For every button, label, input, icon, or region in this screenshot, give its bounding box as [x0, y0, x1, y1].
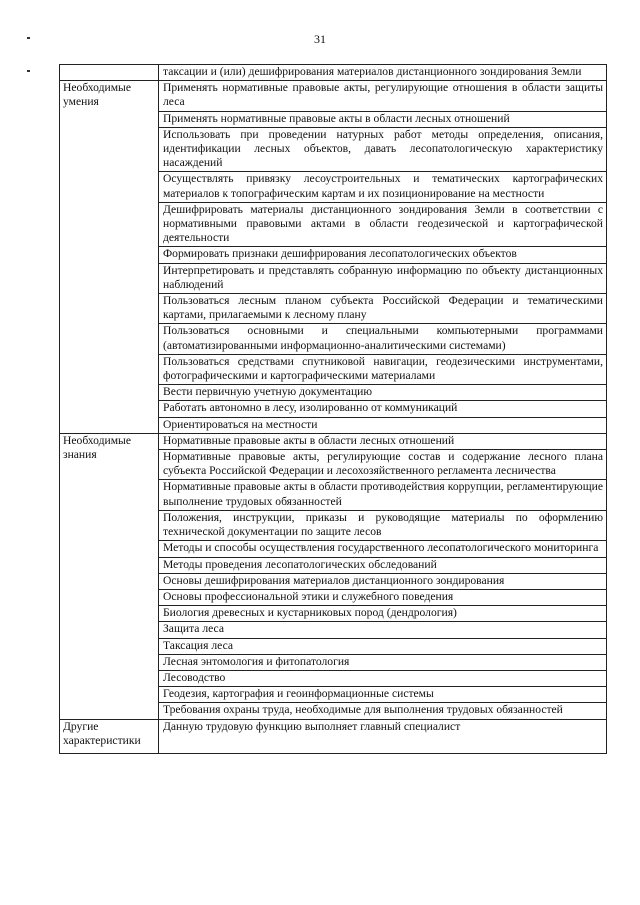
requirement-item: Пользоваться средствами спутниковой навигации, геодезическими инструментами, фотографическими и картографическими материалами	[159, 354, 607, 384]
requirement-item: Нормативные правовые акты, регулирующие состав и содержание лесного плана субъекта Российской Федерации и лесохозяйственного регламента лесничества	[159, 450, 607, 480]
requirement-item: Ориентироваться на местности	[159, 417, 607, 433]
table-row	[60, 433, 607, 449]
requirement-item: Основы дешифрирования материалов дистанционного зондирования	[159, 573, 607, 589]
table-row	[60, 719, 607, 753]
requirement-item: Дешифрировать материалы дистанционного зондирования Земли в соответствии с нормативными правовыми актами в области геодезической и картографической деятельности	[159, 202, 607, 247]
section-label: Необходимые знания	[60, 433, 159, 719]
table-row	[60, 81, 607, 111]
requirement-item: Таксация леса	[159, 638, 607, 654]
requirement-item: Геодезия, картография и геоинформационные системы	[159, 687, 607, 703]
requirement-item: Лесоводство	[159, 670, 607, 686]
table-row	[60, 65, 607, 81]
requirement-item: Использовать при проведении натурных работ методы определения, описания, идентификации лесных объектов, давать лесопатологическую характеристику насаждений	[159, 127, 607, 172]
requirement-item: Применять нормативные правовые акты, регулирующие отношения в области защиты леса	[159, 81, 607, 111]
requirement-item: Защита леса	[159, 622, 607, 638]
requirement-item: Интерпретировать и представлять собранную информацию по объекту дистанционных наблюдений	[159, 263, 607, 293]
requirement-item: Пользоваться лесным планом субъекта Российской Федерации и тематическими картами, прилагаемыми к лесному плану	[159, 294, 607, 324]
requirement-item: Биология древесных и кустарниковых пород (дендрология)	[159, 606, 607, 622]
requirement-item: Применять нормативные правовые акты в области лесных отношений	[159, 111, 607, 127]
requirement-item: Основы профессиональной этики и служебного поведения	[159, 589, 607, 605]
requirement-item: Пользоваться основными и специальными компьютерными программами (автоматизированными информационно-аналитическими системами)	[159, 324, 607, 354]
requirement-item: Вести первичную учетную документацию	[159, 385, 607, 401]
requirement-item: Нормативные правовые акты в области лесных отношений	[159, 433, 607, 449]
scan-speck	[27, 37, 30, 39]
labor-function-table	[59, 64, 607, 754]
requirement-item: Осуществлять привязку лесоустроительных и тематических картографических материалов к топографическим картам и их позиционирование на местности	[159, 172, 607, 202]
requirement-item: Методы и способы осуществления государственного лесопатологического мониторинга	[159, 541, 607, 557]
requirement-item: Лесная энтомология и фитопатология	[159, 654, 607, 670]
page-number: 31	[314, 32, 326, 46]
requirement-item: Работать автономно в лесу, изолированно от коммуникаций	[159, 401, 607, 417]
section-label	[60, 65, 159, 81]
section-label: Необходимые умения	[60, 81, 159, 434]
scan-speck	[27, 70, 30, 72]
requirement-item: Данную трудовую функцию выполняет главный специалист	[159, 719, 607, 753]
requirement-item: Нормативные правовые акты в области противодействия коррупции, регламентирующие выполнение трудовых обязанностей	[159, 480, 607, 510]
requirement-item: Формировать признаки дешифрирования лесопатологических объектов	[159, 247, 607, 263]
section-label: Другие характеристики	[60, 719, 159, 753]
requirement-item: таксации и (или) дешифрирования материалов дистанционного зондирования Земли	[159, 65, 607, 81]
requirement-item: Положения, инструкции, приказы и руководящие материалы по оформлению технической документации по защите лесов	[159, 510, 607, 540]
requirement-item: Методы проведения лесопатологических обследований	[159, 557, 607, 573]
requirement-item: Требования охраны труда, необходимые для выполнения трудовых обязанностей	[159, 703, 607, 719]
